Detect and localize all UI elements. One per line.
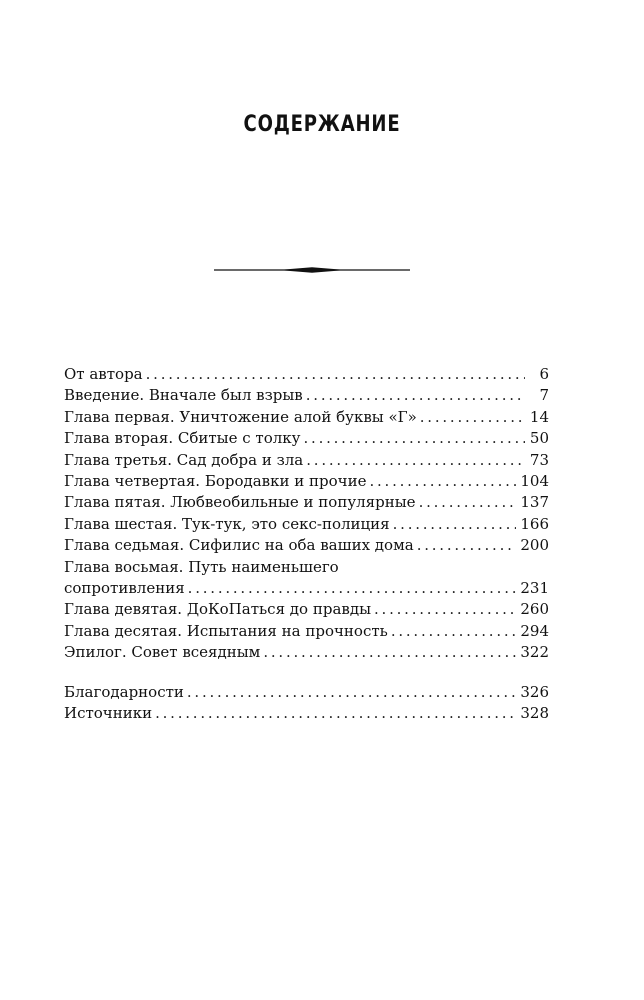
toc-entry xyxy=(64,450,549,471)
toc-entry-page: 7 xyxy=(539,386,549,405)
toc-entry-page: 231 xyxy=(520,578,549,597)
toc-entry-page: 73 xyxy=(529,450,549,469)
toc-entry xyxy=(64,428,549,449)
toc-entry-title: Глава шестая. Тук-тук, это секс-полиция xyxy=(64,514,390,533)
toc-entry xyxy=(64,642,549,663)
toc-entry-title: Введение. Вначале был взрыв xyxy=(64,386,303,405)
toc-entry xyxy=(64,492,549,513)
toc-entry xyxy=(64,385,549,406)
toc-entry-page: 260 xyxy=(520,600,549,619)
ornament-divider xyxy=(214,264,410,276)
toc-entry xyxy=(64,471,549,492)
toc-leader xyxy=(369,471,516,492)
toc-leader xyxy=(419,492,517,513)
toc-entry-page: 166 xyxy=(520,514,549,533)
toc-entry-title: сопротивления xyxy=(64,578,185,597)
toc-entry xyxy=(64,514,549,535)
toc-entry-title: Глава третья. Сад добра и зла xyxy=(64,450,304,469)
toc-entry-page: 137 xyxy=(520,493,549,512)
toc-entry-title: Источники xyxy=(64,704,153,723)
toc-entry-title: Глава десятая. Испытания на прочность xyxy=(64,621,388,640)
toc-entry xyxy=(64,364,549,385)
toc-entry-page: 200 xyxy=(520,536,549,555)
toc-entry-page: 326 xyxy=(520,683,549,701)
toc-leader xyxy=(187,682,516,703)
page-title: СОДЕРЖАНИЕ xyxy=(243,112,401,137)
toc-entry-title: От автора xyxy=(64,365,143,383)
toc-entry-title-line1: Глава восьмая. Путь наименьшего xyxy=(64,557,339,576)
toc-entry-title: Глава пятая. Любвеобильные и популярные xyxy=(64,493,416,512)
toc-leader xyxy=(393,514,517,535)
toc-entry-title: Глава девятая. ДоКоПаться до правды xyxy=(64,600,372,619)
toc-leader xyxy=(188,578,517,599)
toc-leader xyxy=(263,642,516,663)
toc-entry-page: 328 xyxy=(520,704,549,723)
toc-leader xyxy=(374,599,516,620)
toc-entry-title: Глава вторая. Сбитые с толку xyxy=(64,429,301,448)
toc-entry-page: 322 xyxy=(520,643,549,662)
toc-entry-title: Глава седьмая. Сифилис на оба ваших дома xyxy=(64,536,414,555)
toc-entry-page: 104 xyxy=(520,471,549,490)
toc-entry-title: Эпилог. Совет всеядным xyxy=(64,643,261,662)
toc-entry-page: 6 xyxy=(539,365,549,383)
toc-leader xyxy=(155,703,516,724)
toc-entry xyxy=(64,703,549,724)
toc-entry xyxy=(64,621,549,642)
toc-leader xyxy=(146,364,525,385)
table-of-contents xyxy=(64,364,549,663)
back-matter-list xyxy=(64,682,549,725)
toc-entry-page: 50 xyxy=(529,429,549,448)
toc-entry xyxy=(64,599,549,620)
toc-entry-title: Глава первая. Уничтожение алой буквы «Г» xyxy=(64,407,417,426)
toc-entry xyxy=(64,407,549,428)
toc-entry-title: Благодарности xyxy=(64,683,184,701)
toc-entry-page: 294 xyxy=(520,621,549,640)
toc-entry xyxy=(64,682,549,703)
toc-leader xyxy=(417,535,517,556)
toc-leader xyxy=(306,450,525,471)
toc-leader xyxy=(306,385,525,406)
toc-leader xyxy=(420,407,525,428)
toc-leader xyxy=(304,428,526,449)
toc-entry xyxy=(64,535,549,556)
toc-entry xyxy=(64,578,549,599)
toc-leader xyxy=(391,621,517,642)
toc-entry-title: Глава четвертая. Бородавки и прочие xyxy=(64,471,367,490)
toc-entry-page: 14 xyxy=(529,407,549,426)
